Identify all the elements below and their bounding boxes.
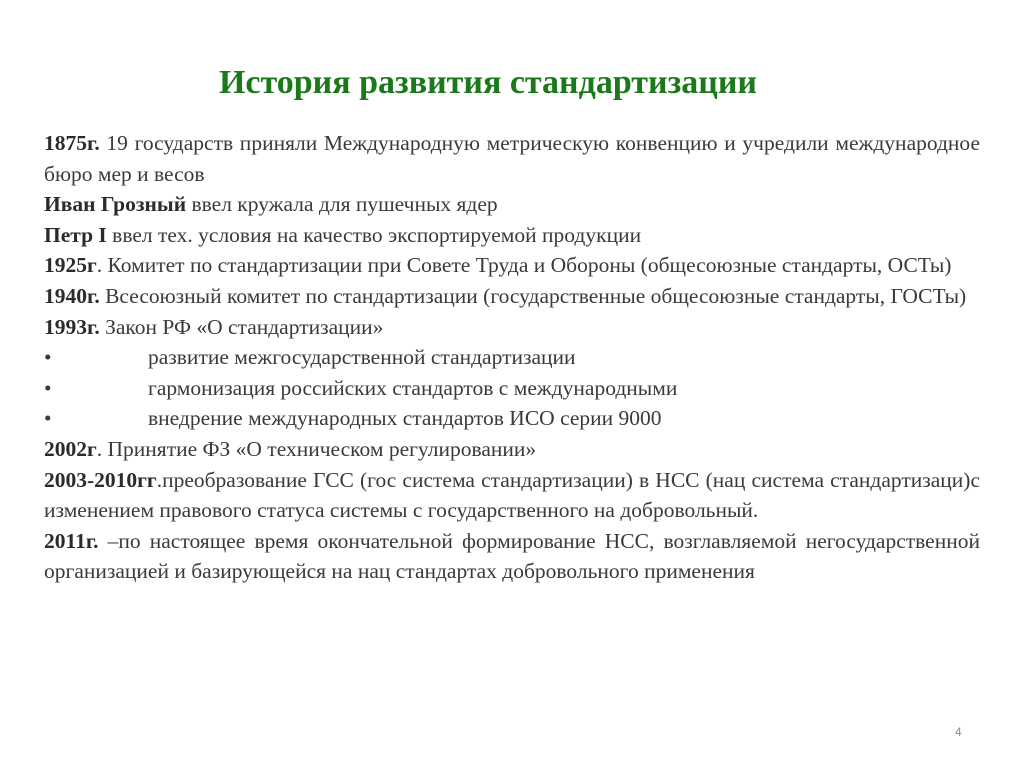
item-text: ввел тех. условия на качество экспортируемой продукции: [106, 222, 642, 247]
item-text: . Принятие ФЗ «О техническом регулировании»: [96, 436, 537, 461]
bullet-text: гармонизация российских стандартов с международными: [148, 375, 678, 400]
history-item-2002: [44, 434, 980, 465]
item-date: 1925г: [44, 253, 97, 278]
bullet-icon: •: [44, 406, 52, 431]
history-item-2003-2010: [44, 465, 980, 526]
bullet-icon: •: [44, 345, 52, 370]
history-item-1875: [44, 128, 980, 189]
item-date: 2011г.: [44, 528, 99, 553]
bullet-item: [44, 403, 980, 434]
bullet-icon: •: [44, 375, 52, 400]
item-date: Иван Грозный: [44, 192, 187, 217]
history-item-peter: [44, 220, 980, 251]
item-date: Петр I: [44, 222, 107, 247]
item-date: 1993г.: [44, 314, 100, 339]
history-item-ivan: [44, 189, 980, 220]
history-item-1925: [44, 250, 980, 281]
item-date: 2003-2010гг: [44, 467, 157, 492]
item-text: ввел кружала для пушечных ядер: [186, 192, 498, 217]
item-text: 19 государств приняли Международную метрическую конвенцию и учредили международное бюро мер и весов: [44, 131, 980, 186]
item-date: 1940г.: [44, 283, 100, 308]
item-text: Закон РФ «О стандартизации»: [99, 314, 384, 339]
slide-content: [44, 128, 980, 587]
slide-title: История развития стандартизации: [218, 64, 758, 101]
item-text: .преобразование ГСС (гос система стандартизации) в НСС (нац система стандартизаци)с изменением правового статуса системы с государственного на добровольный.: [44, 467, 980, 523]
bullet-item: [44, 342, 980, 373]
history-item-2011: [44, 526, 980, 587]
history-item-1993: [44, 312, 980, 343]
bullet-text: развитие межгосударственной стандартизации: [148, 345, 576, 370]
page-number: 4: [955, 725, 962, 739]
bullet-text: внедрение международных стандартов ИСО серии 9000: [148, 406, 662, 431]
item-text: –по настоящее время окончательной формирование НСС, возглавляемой негосударственной организацией и базирующейся на нац стандартах добровольного применения: [44, 528, 980, 584]
item-text: Всесоюзный комитет по стандартизации (государственные общесоюзные стандарты, ГОСТы): [99, 283, 967, 308]
bullet-item: [44, 373, 980, 404]
item-text: . Комитет по стандартизации при Совете Труда и Обороны (общесоюзные стандарты, ОСТы): [96, 253, 952, 278]
item-date: 2002г: [44, 436, 97, 461]
history-item-1940: [44, 281, 980, 312]
item-date: 1875г.: [44, 131, 100, 155]
